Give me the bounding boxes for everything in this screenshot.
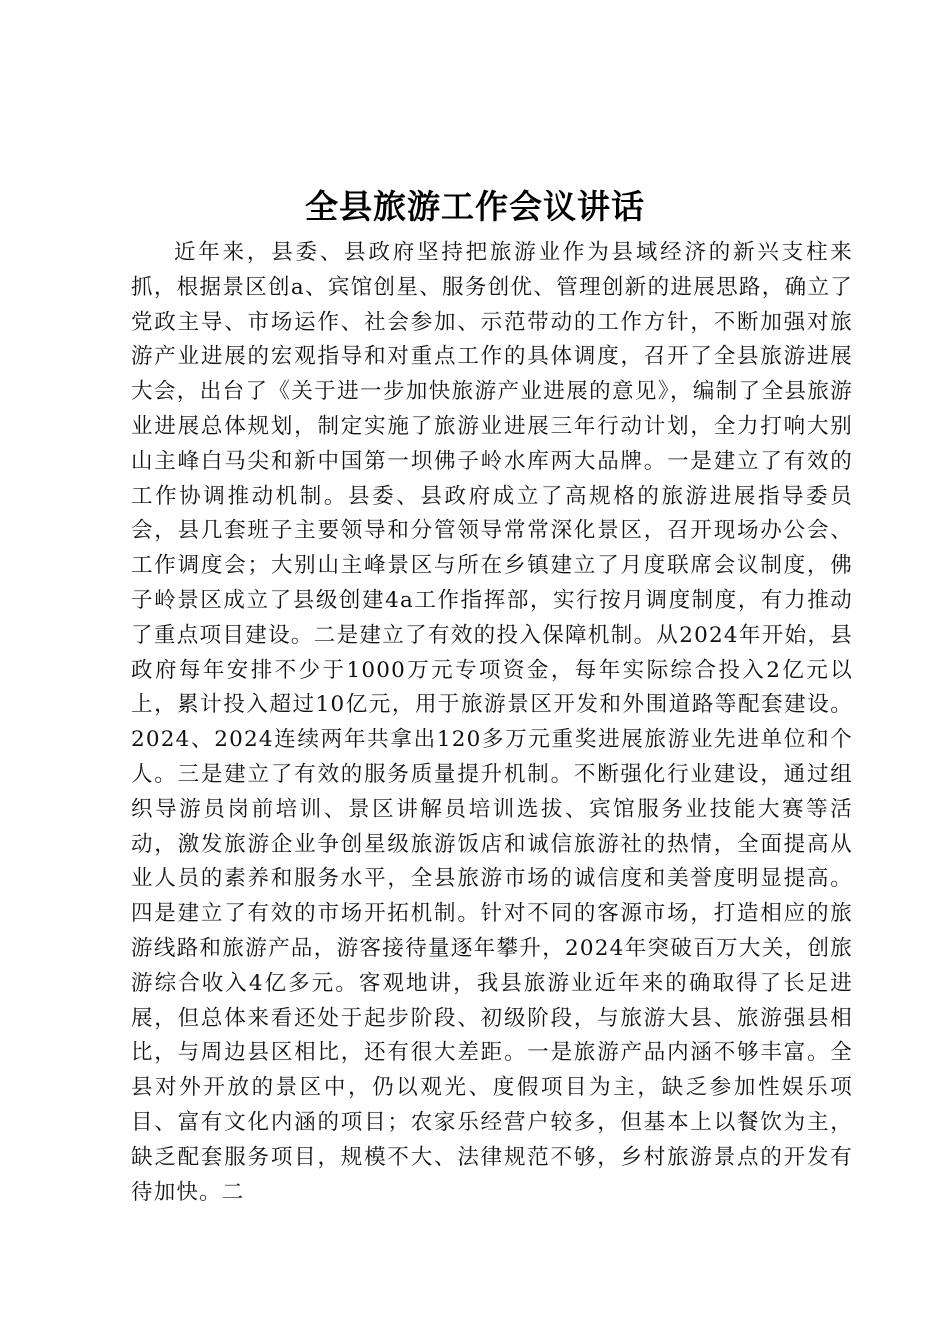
body-paragraph: 近年来，县委、县政府坚持把旅游业作为县域经济的新兴支柱来抓，根据景区创a、宾馆创星、服务创优、管理创新的进展思路，确立了党政主导、市场运作、社会参加、示范带动的工作方针，不断加强对旅游产业进展的宏观指导和对重点工作的具体调度，召开了全县旅游进展大会，出台了《关于进一步加快旅游产业进展的意见》，编制了全县旅游业进展总体规划，制定实施了旅游业进展三年行动计划，全力打响大别山主峰白马尖和新中国第一坝佛子岭水库两大品牌。一是建立了有效的工作协调推动机制。县委、县政府成立了高规格的旅游进展指导委员会，县几套班子主要领导和分管领导常常深化景区，召开现场办公会、工作调度会；大别山主峰景区与所在乡镇建立了月度联席会议制度，佛子岭景区成立了县级创建4a工作指挥部，实行按月调度制度，有力推动了重点项目建设。二是建立了有效的投入保障机制。从2024年开始，县政府每年安排不少于1000万元专项资金，每年实际综合投入2亿元以上，累计投入超过10亿元，用于旅游景区开发和外围道路等配套建设。2024、2024连续两年共拿出120多万元重奖进展旅游业先进单位和个人。三是建立了有效的服务质量提升机制。不断强化行业建设，通过组织导游员岗前培训、景区讲解员培训选拔、宾馆服务业技能大赛等活动，激发旅游企业争创星级旅游饭店和诚信旅游社的热情，全面提高从业人员的素养和服务水平，全县旅游市场的诚信度和美誉度明显提高。四是建立了有效的市场开拓机制。针对不同的客源市场，打造相应的旅游线路和旅游产品，游客接待量逐年攀升，2024年突破百万大关，创旅游综合收入4亿多元。客观地讲，我县旅游业近年来的确取得了长足进展，但总体来看还处于起步阶段、初级阶段，与旅游大县、旅游强县相比，与周边县区相比，还有很大差距。一是旅游产品内涵不够丰富。全县对外开放的景区中，仍以观光、度假项目为主，缺乏参加性娱乐项目、富有文化内涵的项目；农家乐经营户较多，但基本上以餐饮为主，缺乏配套服务项目，规模不大、法律规范不够，乡村旅游景点的开发有待加快。二 [131,240,853,1205]
page-title: 全县旅游工作会议讲话 [305,187,645,226]
